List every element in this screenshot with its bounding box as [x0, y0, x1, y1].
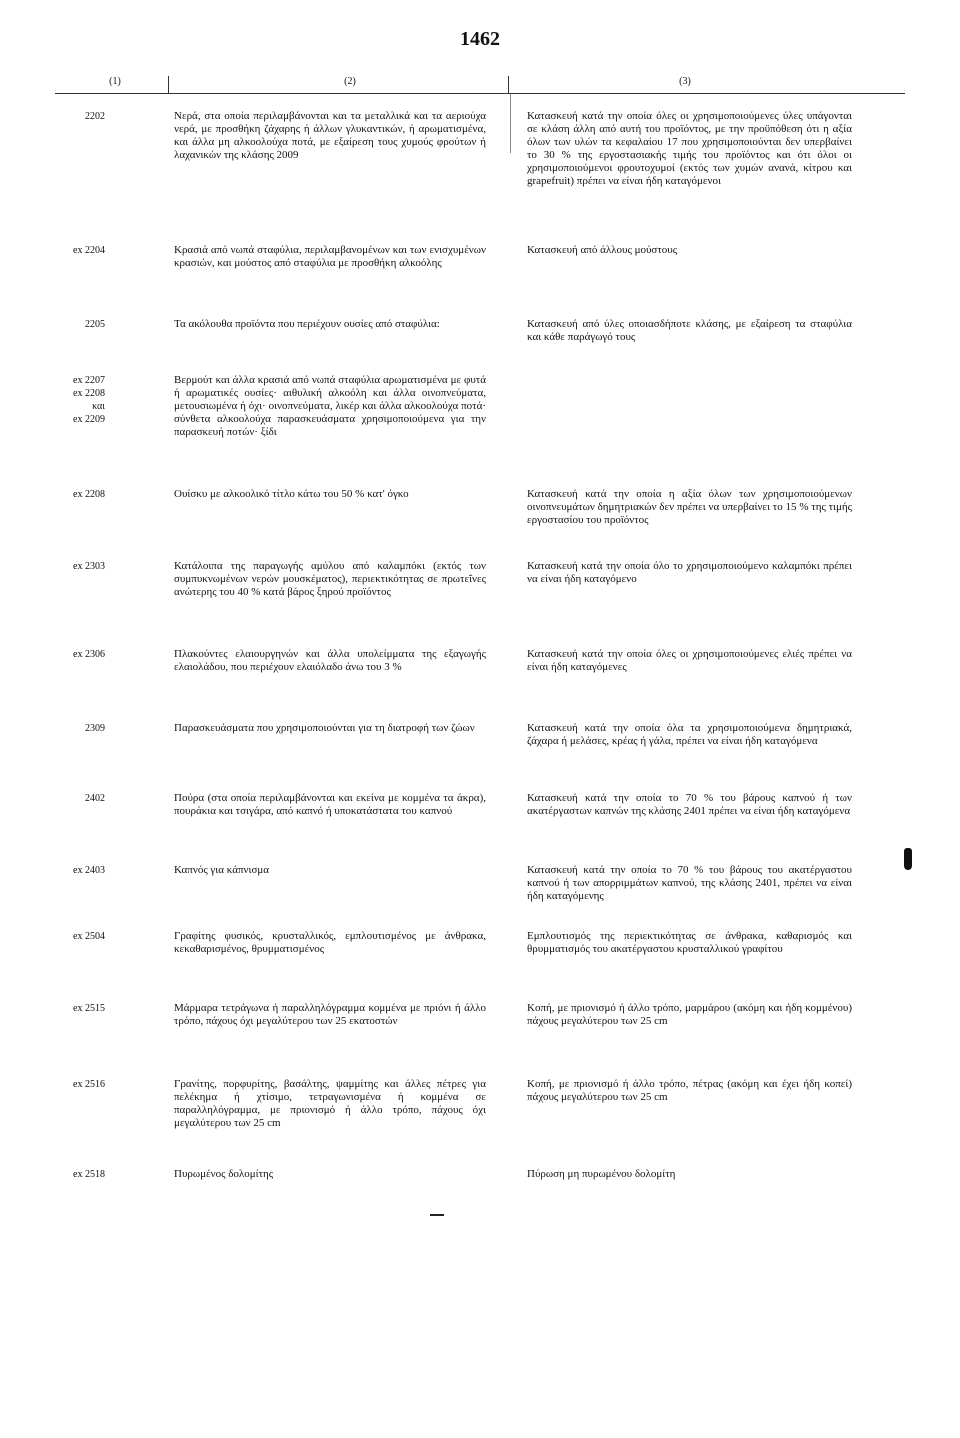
origin-rule: Κατασκευή κατά την οποία όλο το χρησιμοποιούμενο καλαμπόκι πρέπει να είναι ήδη καταγόμενο — [527, 560, 852, 585]
heading-code: ex 2403 — [73, 865, 105, 876]
origin-rule: Κατασκευή από άλλους μούστους — [527, 244, 678, 256]
origin-rule: Κατασκευή κατά την οποία το 70 % του βάρους καπνού ή των ακατέργαστων καπνών της κλάσης 2401 πρέπει να είναι ήδη καταγόμενα — [527, 792, 852, 817]
product-description: Νερά, στα οποία περιλαμβάνονται και τα μεταλλικά και τα αεριούχα νερά, με προσθήκη ζάχαρης ή άλλων γλυκαντικών, ή αρωματισμένα, και άλλα μη αλκοολούχα ποτά, με εξαίρεση τους χυμούς φρούτων ή λαχανικών της κλάσης 2009 — [174, 110, 486, 161]
product-description: Βερμούτ και άλλα κρασιά από νωπά σταφύλια αρωματισμένα με φυτά ή αρωματικές ουσίες· αιθυλική αλκοόλη και άλλα οινοπνεύματα, μετουσιωμένα ή όχι· οινοπνεύματα, λικέρ και άλλα αλκοολούχα ποτά· σύνθετα αλκοολούχα παρασκευάσματα χρησιμοποιούμενα για την παρασκευή ποτών· ξίδι — [174, 374, 486, 438]
end-dash — [430, 1214, 444, 1216]
page-number: 1462 — [460, 28, 500, 50]
heading-code: ex 2207 ex 2208 και ex 2209 — [73, 375, 105, 425]
heading-code: ex 2204 — [73, 245, 105, 256]
origin-rule: Κοπή, με πριονισμό ή άλλο τρόπο, μαρμάρου (ακόμη και ήδη κομμένου) πάχους μεγαλύτερου των 25 cm — [527, 1002, 852, 1027]
heading-code: 2205 — [85, 319, 105, 330]
product-description: Τα ακόλουθα προϊόντα που περιέχουν ουσίες από σταφύλια: — [174, 318, 440, 330]
origin-rule: Κατασκευή κατά την οποία η αξία όλων των χρησιμοποιούμενων οινοπνευμάτων δημητριακών δεν πρέπει να υπερβαίνει το 15 % της τιμής εργοστασίου του προϊόντος — [527, 488, 852, 526]
heading-code: ex 2306 — [73, 649, 105, 660]
product-description: Γρανίτης, πορφυρίτης, βασάλτης, ψαμμίτης και άλλες πέτρες για πελέκημα ή χτίσιμο, τετραγωνισμένα ή κομμένα σε παραλληλόγραμμα, με πριονισμό ή άλλο τρόπο, πάχους όχι μεγαλύτερου των 25 cm — [174, 1078, 486, 1129]
product-description: Καπνός για κάπνισμα — [174, 864, 270, 876]
column-header-1: (1) — [109, 76, 121, 87]
column-header-3: (3) — [679, 76, 691, 87]
heading-code: ex 2208 — [73, 489, 105, 500]
margin-mark — [904, 848, 912, 870]
origin-rule: Πύρωση μη πυρωμένου δολομίτη — [527, 1168, 676, 1180]
heading-code: 2309 — [85, 723, 105, 734]
heading-code: 2202 — [85, 111, 105, 122]
origin-rule: Κοπή, με πριονισμό ή άλλο τρόπο, πέτρας (ακόμη και έχει ήδη κοπεί) πάχους μεγαλύτερου των 25 cm — [527, 1078, 852, 1103]
product-description: Κατάλοιπα της παραγωγής αμύλου από καλαμπόκι (εκτός των συμπυκνωμένων νερών μουσκέματος), περιεκτικότητας σε πρωτεΐνες ανώτερης του 40 % κατά βάρος ξηρού προϊόντος — [174, 560, 486, 598]
heading-code: ex 2303 — [73, 561, 105, 572]
heading-code: 2402 — [85, 793, 105, 804]
origin-rule: Κατασκευή κατά την οποία όλα τα χρησιμοποιούμενα δημητριακά, ζάχαρα ή μελάσες, κρέας ή γάλα, πρέπει να είναι ήδη καταγόμενα — [527, 722, 852, 747]
origin-rule: Κατασκευή κατά την οποία το 70 % του βάρους του ακατέργαστου καπνού ή των απορριμμάτων καπνού, της κλάσης 2401, πρέπει να είναι ήδη καταγόμενης — [527, 864, 852, 902]
heading-code: ex 2504 — [73, 931, 105, 942]
header-rule — [55, 93, 905, 94]
column-divider-2 — [508, 76, 509, 94]
product-description: Κρασιά από νωπά σταφύλια, περιλαμβανομένων και των ενισχυμένων κρασιών, και μούστος από σταφύλια με προσθήκη αλκοόλης — [174, 244, 486, 269]
column-header-row — [0, 76, 960, 92]
origin-rule: Εμπλουτισμός της περιεκτικότητας σε άνθρακα, καθαρισμός και θρυμματισμός του ακατέργαστου κρυσταλλικού γραφίτου — [527, 930, 852, 955]
origin-rule: Κατασκευή κατά την οποία όλες οι χρησιμοποιούμενες ύλες υπάγονται σε κλάση άλλη από αυτή του προϊόντος, με την προϋπόθεση ότι η αξία όλων των υλών τα κεφαλαίου 17 που χρησιμοποιούνται δεν υπερβαίνει το 30 % της εργοστασιακής τιμής του προϊόντος και ότι όλοι οι χρησιμοποιούμενοι φρουτοχυμοί (εκτός των χυμών ανανά, κίτρου και grapefruit) πρέπει να είναι ήδη καταγόμενοι — [527, 110, 852, 187]
product-description: Γραφίτης φυσικός, κρυσταλλικός, εμπλουτισμένος με άνθρακα, κεκαθαρισμένος, θρυμματισμένος — [174, 930, 486, 955]
column-divider-1 — [168, 76, 169, 94]
product-description: Ουίσκυ με αλκοολικό τίτλο κάτω του 50 % κατ' όγκο — [174, 488, 409, 500]
origin-rule: Κατασκευή από ύλες οποιασδήποτε κλάσης, με εξαίρεση τα σταφύλια και κάθε παράγωγό τους — [527, 318, 852, 343]
column-header-2: (2) — [344, 76, 356, 87]
column-divider-2-lower — [510, 93, 511, 153]
product-description: Πυρωμένος δολομίτης — [174, 1168, 274, 1180]
product-description: Μάρμαρα τετράγωνα ή παραλληλόγραμμα κομμένα με πριόνι ή άλλο τρόπο, πάχους όχι μεγαλύτερου των 25 εκατοστών — [174, 1002, 486, 1027]
product-description: Πούρα (στα οποία περιλαμβάνονται και εκείνα με κομμένα τα άκρα), πουράκια και τσιγάρα, από καπνό ή υποκατάστατα του καπνού — [174, 792, 486, 817]
origin-rule: Κατασκευή κατά την οποία όλες οι χρησιμοποιούμενες ελιές πρέπει να είναι ήδη καταγόμενες — [527, 648, 852, 673]
product-description: Πλακούντες ελαιουργηνών και άλλα υπολείμματα της εξαγωγής ελαιολάδου, που περιέχουν ελαιόλαδο άνω του 3 % — [174, 648, 486, 673]
heading-code: ex 2518 — [73, 1169, 105, 1180]
product-description: Παρασκευάσματα που χρησιμοποιούνται για τη διατροφή των ζώων — [174, 722, 475, 734]
heading-code: ex 2516 — [73, 1079, 105, 1090]
heading-code: ex 2515 — [73, 1003, 105, 1014]
